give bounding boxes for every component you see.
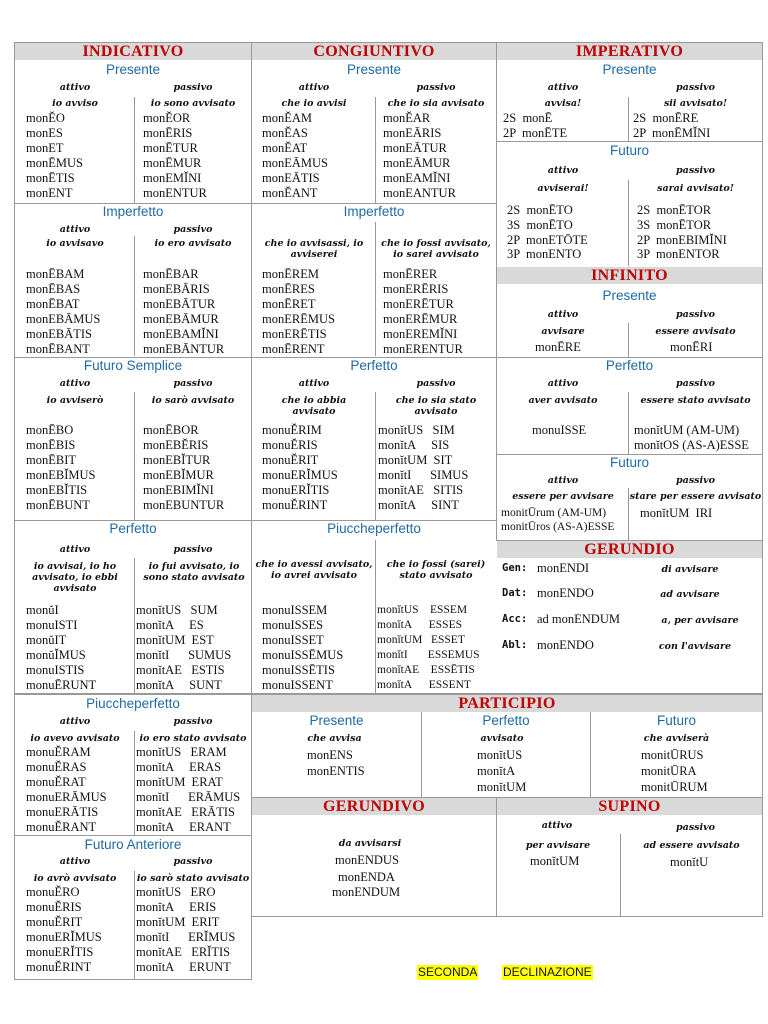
form: monuĔRINT: [262, 498, 328, 512]
form: monENDA: [338, 870, 395, 884]
attivo-translation: io avvisai, io ho avvisato, io ebbi avvisato: [32, 561, 118, 594]
form: monuĔRAM: [26, 745, 91, 759]
form: monĭtAE ESTIS: [136, 663, 225, 677]
form: monuĔRIM: [262, 423, 322, 437]
form: 2P monĒMĬNI: [633, 126, 711, 140]
form: monEBĬTIS: [26, 483, 88, 497]
form: monĭtA ERIS: [136, 900, 217, 914]
divider: [628, 323, 629, 357]
form: monĭtUS SUM: [136, 603, 218, 617]
form: monEBĔRIS: [143, 438, 209, 452]
label-passivo: passivo: [173, 856, 213, 867]
passivo-translation: ad essere avvisato: [643, 840, 740, 851]
divider: [134, 97, 135, 203]
form: monEBĀMUR: [143, 312, 219, 326]
form: monuISSĒMUS: [262, 648, 344, 662]
form: monENS: [307, 748, 353, 762]
footer-declinazione: DECLINAZIONE: [503, 965, 592, 979]
indicativo-header: INDICATIVO: [15, 43, 251, 60]
form: monĒBUNT: [26, 498, 90, 512]
label-passivo: passivo: [676, 822, 715, 833]
form: monuĔRAS: [26, 760, 87, 774]
form: monuERĀTIS: [26, 805, 99, 819]
attivo-translation: per avvisare: [525, 840, 591, 851]
form: monĭtUM (AM-UM): [634, 423, 740, 437]
congiuntivo-presente-title: Presente: [346, 62, 402, 77]
label-attivo: attivo: [547, 82, 579, 93]
form: monĭtUM ERAT: [136, 775, 223, 789]
form: monuĔRAT: [26, 775, 86, 789]
label-passivo: passivo: [416, 82, 456, 93]
form: monĭtUS ERAM: [136, 745, 227, 759]
form: monĭtAE ERĬTIS: [136, 945, 231, 959]
form: monĒTUR: [143, 141, 198, 155]
form: monĒTIS: [26, 171, 75, 185]
form: monuĔRIT: [262, 453, 319, 467]
form: monEĀMUR: [383, 156, 451, 170]
form: monuĒRUNT: [26, 678, 97, 692]
divider: [134, 392, 135, 520]
translation: da avvisarsi: [338, 838, 402, 849]
indicativo-perfetto-title: Perfetto: [109, 521, 157, 536]
form: 3S monĒTOR: [637, 218, 712, 232]
form: monERENTUR: [383, 342, 463, 356]
form: monuERĬTIS: [262, 483, 330, 497]
label-passivo: passivo: [173, 544, 213, 555]
form: monĭtUS ERO: [136, 885, 216, 899]
form: monuISTIS: [26, 663, 85, 677]
form: monĒBANT: [26, 342, 90, 356]
form: monuISSET: [262, 633, 324, 647]
infinito-futuro-title: Futuro: [609, 455, 650, 470]
label-passivo: passivo: [173, 224, 213, 235]
form: monERĒRIS: [383, 282, 449, 296]
form: monEBĬTUR: [143, 453, 211, 467]
label-attivo: attivo: [547, 378, 579, 389]
congiuntivo-perfetto-title: Perfetto: [350, 358, 398, 373]
form: monEBĀMUS: [26, 312, 101, 326]
form: monitŪros (AS-A)ESSE: [501, 521, 615, 533]
passivo-translation: io sarò avvisato: [151, 395, 235, 406]
form: monĭtUS ESSEM: [377, 604, 468, 616]
form: monĒBAS: [26, 282, 81, 296]
indicativo-futuro-semplice-title: Futuro Semplice: [83, 358, 183, 373]
form: monĭtA: [477, 764, 516, 778]
form: monuĔRIT: [26, 915, 83, 929]
divider: [375, 222, 376, 356]
form: monĔAT: [262, 141, 308, 155]
divider: [134, 871, 135, 980]
form: 2S monĒ: [503, 111, 553, 125]
form: monĭtUM SIT: [378, 453, 453, 467]
form: monuĔRINT: [26, 960, 92, 974]
form: monĒRES: [262, 282, 315, 296]
form: monŭI: [26, 603, 59, 617]
form: monĒRIS: [143, 126, 193, 140]
divider: [496, 141, 763, 142]
form: monENTIS: [307, 764, 365, 778]
form: monuERĬMUS: [262, 468, 338, 482]
form: monĭtUM: [530, 854, 580, 868]
passivo-translation: io sono avvisato: [150, 98, 236, 109]
form: monĔAR: [383, 111, 431, 125]
form: monuERĬMUS: [26, 930, 102, 944]
form: monĒRENT: [262, 342, 325, 356]
form: monĒBAR: [143, 267, 199, 281]
form: monEBUNTUR: [143, 498, 225, 512]
passivo-translation: che io fossi avvisato, io sarei avvisato: [381, 238, 491, 260]
form: monuĔRIS: [26, 900, 82, 914]
translation: ad avvisare: [660, 589, 720, 600]
attivo-translation: io avevo avvisato: [30, 733, 120, 744]
form: monES: [26, 126, 63, 140]
form: monEREMĬNI: [383, 327, 458, 341]
passivo-translation: io fui avvisato, io sono stato avvisato: [143, 561, 245, 583]
infinito-presente-title: Presente: [602, 288, 657, 303]
translation: di avvisare: [661, 564, 719, 575]
translation: che avviserà: [643, 733, 710, 744]
case-label: Abl:: [502, 639, 528, 651]
label-passivo: passivo: [173, 378, 213, 389]
form: monĭtI ERĀMUS: [136, 790, 241, 804]
translation: con l'avvisare: [658, 641, 732, 652]
form: 2P monĒTE: [503, 126, 568, 140]
form: monuĔRO: [26, 885, 80, 899]
form: 2S monĒTOR: [637, 203, 712, 217]
form: monuISTI: [26, 618, 78, 632]
form: monĭtAE ERĀTIS: [136, 805, 235, 819]
form: monENT: [26, 186, 73, 200]
attivo-translation: io avvisavo: [46, 238, 104, 249]
form: monEĀRIS: [383, 126, 442, 140]
divider: [628, 180, 629, 266]
indicativo-imperfetto-title: Imperfetto: [102, 204, 164, 219]
form: monERĒTUR: [383, 297, 454, 311]
case-label: Dat:: [502, 587, 528, 599]
form: monEMĬNI: [143, 171, 202, 185]
form: monĒREM: [262, 267, 319, 281]
form: monĒRER: [383, 267, 438, 281]
label-attivo: attivo: [298, 378, 330, 389]
form: monĭtA SINT: [378, 498, 459, 512]
form: monuISSES: [262, 618, 324, 632]
form: 2S monĒTO: [507, 203, 573, 217]
label-attivo: attivo: [547, 309, 579, 320]
attivo-translation: io avviserò: [46, 395, 104, 406]
passivo-translation: sii avvisato!: [663, 98, 728, 109]
form: monĔOR: [143, 111, 191, 125]
form: monĭtAE ESSĒTIS: [377, 664, 475, 676]
form: monEBĬMUS: [26, 468, 96, 482]
label-passivo: passivo: [416, 378, 456, 389]
attivo-translation: avvisa!: [544, 98, 582, 109]
attivo-translation: che io avvisi: [281, 98, 347, 109]
form: monEBĀTIS: [26, 327, 92, 341]
form: monENDUS: [335, 853, 399, 867]
attivo-translation: essere per avvisare: [512, 491, 614, 502]
form: monĭtUS: [477, 748, 523, 762]
case-label: Gen:: [502, 562, 528, 574]
form: monERĒMUS: [262, 312, 335, 326]
form: ad monENDUM: [537, 612, 620, 626]
label-attivo: attivo: [547, 475, 579, 486]
form: monĭtOS (AS-A)ESSE: [634, 438, 749, 452]
form: monĒMUR: [143, 156, 202, 170]
form: monĔAS: [262, 126, 308, 140]
divider: [628, 488, 629, 540]
label-attivo: attivo: [541, 820, 573, 831]
participio-futuro-title: Futuro: [656, 713, 697, 728]
label-passivo: passivo: [676, 309, 715, 320]
form: monitŪrum (AM-UM): [501, 507, 607, 519]
gerundio-header: GERUNDIO: [497, 541, 762, 558]
form: monuĔRANT: [26, 820, 97, 834]
label-attivo: attivo: [298, 82, 330, 93]
passivo-translation: essere avvisato: [655, 326, 736, 337]
divider: [375, 392, 376, 520]
form: monERĒTIS: [262, 327, 327, 341]
label-passivo: passivo: [676, 165, 715, 176]
form: monĭtUS SIM: [378, 423, 455, 437]
label-passivo: passivo: [676, 82, 715, 93]
form: monERĒMUR: [383, 312, 458, 326]
form: monĭtUM ESSET: [377, 634, 465, 646]
form: monĭtA ESSENT: [377, 679, 471, 691]
infinito-perfetto-title: Perfetto: [605, 358, 654, 373]
form: 2P monEBIMĬNI: [637, 233, 727, 247]
participio-header: PARTICIPIO: [252, 695, 762, 712]
label-attivo: attivo: [547, 165, 579, 176]
form: monĔANT: [262, 186, 318, 200]
form: monĭtI SUMUS: [136, 648, 232, 662]
imperativo-header: IMPERATIVO: [497, 43, 762, 60]
form: monĭtUM EST: [136, 633, 214, 647]
attivo-translation: avviserai!: [537, 183, 589, 194]
form: monĒBO: [26, 423, 74, 437]
passivo-translation: che io sia avvisato: [387, 98, 485, 109]
form: monĒBIT: [26, 453, 76, 467]
attivo-translation: io avrò avvisato: [33, 873, 117, 884]
attivo-translation: io avviso: [52, 98, 98, 109]
form: monEĀMUS: [262, 156, 328, 170]
form: monĒBIS: [26, 438, 76, 452]
form: monENDI: [537, 561, 590, 575]
form: 3P monENTOR: [637, 247, 720, 261]
form: monĔAM: [262, 111, 312, 125]
label-attivo: attivo: [59, 544, 91, 555]
label-attivo: attivo: [59, 82, 91, 93]
form: monEBAMĬNI: [143, 327, 219, 341]
passivo-translation: che io fossi (sarei) stato avvisato: [386, 559, 486, 581]
form: monitŪRUM: [641, 780, 708, 794]
indicativo-futuro-anteriore-title: Futuro Anteriore: [84, 837, 182, 852]
indicativo-piuccheperfetto-title: Piuccheperfetto: [86, 696, 180, 711]
translation: avvisato: [480, 733, 524, 744]
form: monET: [26, 141, 64, 155]
form: monEAMĬNI: [383, 171, 451, 185]
label-attivo: attivo: [59, 224, 91, 235]
passivo-translation: io ero avvisato: [154, 238, 232, 249]
form: monĒRE: [535, 340, 581, 354]
form: monEANTUR: [383, 186, 456, 200]
form: monĒRET: [262, 297, 316, 311]
form: monĭtI ESSEMUS: [377, 649, 480, 661]
form: monĭtI ERĬMUS: [136, 930, 236, 944]
divider: [628, 392, 629, 454]
form: monĒMUS: [26, 156, 83, 170]
label-passivo: passivo: [173, 716, 213, 727]
form: monuERĀMUS: [26, 790, 107, 804]
form: monĭtUM ERIT: [136, 915, 220, 929]
form: monEBĬMUR: [143, 468, 214, 482]
form: monĭtA ERANT: [136, 820, 231, 834]
form: monEBĀNTUR: [143, 342, 225, 356]
form: monŭIT: [26, 633, 67, 647]
form: monitŪRA: [641, 764, 697, 778]
form: monENDO: [537, 586, 594, 600]
imperativo-presente-title: Presente: [602, 62, 657, 77]
form: 3P monENTO: [507, 247, 582, 261]
form: monuISSEM: [262, 603, 328, 617]
form: 2P monETŌTE: [507, 233, 588, 247]
label-passivo: passivo: [676, 378, 715, 389]
form: monĒBOR: [143, 423, 199, 437]
translation: a, per avvisare: [661, 615, 739, 626]
form: monitŪRUS: [641, 748, 704, 762]
form: monuERĬTIS: [26, 945, 94, 959]
form: monuISSĒTIS: [262, 663, 335, 677]
participio-perfetto-title: Perfetto: [482, 713, 530, 728]
form: monĭtA SIS: [378, 438, 450, 452]
supino-header: SUPINO: [497, 798, 762, 815]
form: monEĀTUR: [383, 141, 447, 155]
congiuntivo-imperfetto-title: Imperfetto: [343, 204, 405, 219]
form: monEBĀRIS: [143, 282, 210, 296]
form: monENDO: [537, 638, 594, 652]
imperativo-futuro-title: Futuro: [609, 143, 650, 158]
passivo-translation: io ero stato avvisato: [139, 733, 247, 744]
form: monĭtA SUNT: [136, 678, 222, 692]
form: monEBIMĬNI: [143, 483, 214, 497]
label-passivo: passivo: [676, 475, 715, 486]
attivo-translation: avvisare: [541, 326, 585, 337]
divider: [375, 540, 376, 694]
form: 3S monĒTO: [507, 218, 573, 232]
form: monEĀTIS: [262, 171, 320, 185]
form: monENTUR: [143, 186, 207, 200]
participio-presente-title: Presente: [309, 713, 364, 728]
passivo-translation: essere stato avvisato: [640, 395, 751, 406]
form: monuĔRIS: [262, 438, 318, 452]
label-attivo: attivo: [59, 378, 91, 389]
congiuntivo-header: CONGIUNTIVO: [252, 43, 496, 60]
form: 2S monĒRE: [633, 111, 699, 125]
form: monĭtU: [670, 855, 709, 869]
gerundivo-header: GERUNDIVO: [252, 798, 496, 815]
passivo-translation: sarai avvisato!: [657, 183, 734, 194]
divider: [134, 731, 135, 836]
case-label: Acc:: [502, 613, 528, 625]
divider: [628, 97, 629, 141]
form: monĭtUM IRI: [640, 506, 713, 520]
form: monĔO: [26, 111, 65, 125]
form: monĭtA ERUNT: [136, 960, 231, 974]
form: monĭtUM: [477, 780, 527, 794]
passivo-translation: stare per essere avvisato: [629, 491, 762, 502]
form: monENDUM: [332, 885, 401, 899]
label-passivo: passivo: [173, 82, 213, 93]
form: monŭĬMUS: [26, 648, 86, 662]
divider: [134, 558, 135, 694]
attivo-translation: che io avvisassi, io avviserei: [264, 238, 364, 260]
form: monĭtI SIMUS: [378, 468, 469, 482]
form: monEBĀTUR: [143, 297, 216, 311]
divider: [134, 236, 135, 356]
form: monĒBAT: [26, 297, 80, 311]
footer-seconda: SECONDA: [418, 965, 478, 979]
form: monĒBAM: [26, 267, 85, 281]
attivo-translation: aver avvisato: [528, 395, 598, 406]
label-attivo: attivo: [59, 716, 91, 727]
translation: che avvisa: [307, 733, 362, 744]
form: monuISSENT: [262, 678, 333, 692]
form: monĭtA ESSES: [377, 619, 462, 631]
passivo-translation: che io sia stato avvisato: [395, 395, 477, 417]
form: monĒRI: [670, 340, 713, 354]
form: monĭtA ES: [136, 618, 204, 632]
attivo-translation: che io avessi avvisato, io avrei avvisato: [255, 559, 373, 581]
indicativo-presente-title: Presente: [105, 62, 161, 77]
attivo-translation: che io abbia avvisato: [281, 395, 347, 417]
infinito-header: INFINITO: [497, 267, 762, 284]
passivo-translation: io sarò stato avvisato: [136, 873, 250, 884]
label-attivo: attivo: [59, 856, 91, 867]
form: monĭtAE SITIS: [378, 483, 464, 497]
form: monuISSE: [532, 423, 587, 437]
divider: [375, 97, 376, 203]
congiuntivo-piuccheperfetto-title: Piuccheperfetto: [327, 521, 421, 536]
form: monĭtA ERAS: [136, 760, 222, 774]
